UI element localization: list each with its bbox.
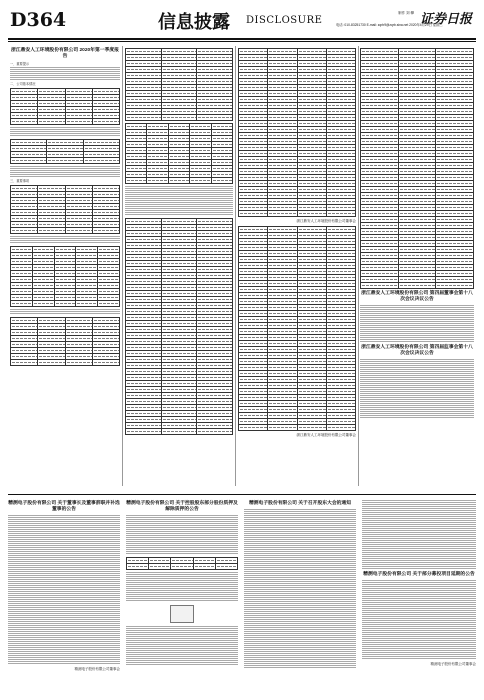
- data-table: [126, 557, 238, 570]
- notice-headline: 精测电子股份有限公司 关于召开股东大会的通知: [248, 501, 352, 506]
- column-divider: [358, 46, 359, 486]
- upper-column-2: [125, 46, 233, 486]
- body-text: [10, 127, 120, 137]
- column-divider: [122, 46, 123, 486]
- section-heading: 三、重要事项: [10, 179, 30, 183]
- body-text: [10, 236, 120, 244]
- body-text: [126, 572, 238, 602]
- masthead-rule: [8, 38, 476, 40]
- section-title-en: DISCLOSURE: [246, 15, 323, 26]
- lower-column-4: [362, 499, 476, 689]
- body-text: [10, 309, 120, 315]
- data-table: [360, 48, 474, 289]
- body-text: [244, 509, 356, 669]
- lower-column-1: [8, 499, 120, 689]
- data-table: [125, 123, 233, 184]
- data-table: [238, 226, 356, 431]
- data-table: [125, 48, 233, 121]
- notice-headline: 精测电子股份有限公司 关于董事长及董事辞职并补选董事的公告: [8, 501, 120, 512]
- body-text: [125, 186, 233, 216]
- notice-headline: 浙江鼎安人工环境股份有限公司 第四届董事会第十八次会议决议公告: [361, 291, 473, 302]
- data-table: [238, 48, 356, 217]
- section-heading: 一、重要提示: [10, 62, 30, 66]
- body-text: [8, 515, 120, 665]
- body-text: [10, 67, 120, 81]
- data-table: [10, 88, 120, 125]
- lower-column-3: [244, 499, 356, 689]
- data-table: [10, 317, 120, 366]
- upper-column-4: [360, 46, 474, 486]
- data-table: [10, 139, 120, 164]
- notice-headline: 精测电子股份有限公司 关于控股股东部分股份质押及解除质押的公告: [126, 501, 238, 512]
- section-heading: 二、公司基本情况: [10, 82, 36, 86]
- data-table: [10, 185, 120, 234]
- lower-section: [8, 494, 476, 693]
- column-divider: [235, 46, 236, 486]
- body-text: [126, 515, 238, 555]
- editor-line: 制作 刘 攀: [398, 11, 414, 15]
- signature: 精测电子股份有限公司董事会: [430, 662, 476, 666]
- section-title: 信息披露: [158, 12, 230, 33]
- body-text: [362, 580, 476, 660]
- masthead-rule-thin: [8, 41, 476, 42]
- body-text: [126, 626, 238, 666]
- notice-headline: 浙江鼎安人工环境股份有限公司 第四届监事会第十八次会议决议公告: [361, 345, 473, 356]
- stamp-image: [170, 605, 194, 623]
- body-text: [360, 359, 474, 419]
- data-table: [125, 218, 233, 435]
- notice-headline: 精测电子股份有限公司 关于部分募投项目延期的公告: [363, 572, 475, 577]
- meta-line: 电话: 010-83251730 E-mail: zqrb9@zqrb.sina.net 2020年4月29日 星期三: [336, 23, 443, 27]
- notice-headline: 浙江鼎安人工环境股份有限公司 2020年第一季度报告: [11, 48, 119, 59]
- body-text: [362, 500, 476, 570]
- signature: 浙江鼎安人工环境股份有限公司董事会: [296, 433, 356, 437]
- lower-column-2: [126, 499, 238, 689]
- masthead: [8, 6, 476, 36]
- upper-column-1: [10, 46, 120, 486]
- upper-column-3: [238, 46, 356, 486]
- body-text: [360, 305, 474, 343]
- signature: 浙江鼎安人工环境股份有限公司董事会: [296, 219, 356, 223]
- paper-logo: 证券日报: [419, 12, 472, 27]
- data-table: [10, 246, 120, 307]
- page-number: D364: [10, 9, 67, 31]
- signature: 精测电子股份有限公司董事会: [74, 667, 120, 671]
- body-text: [10, 166, 120, 178]
